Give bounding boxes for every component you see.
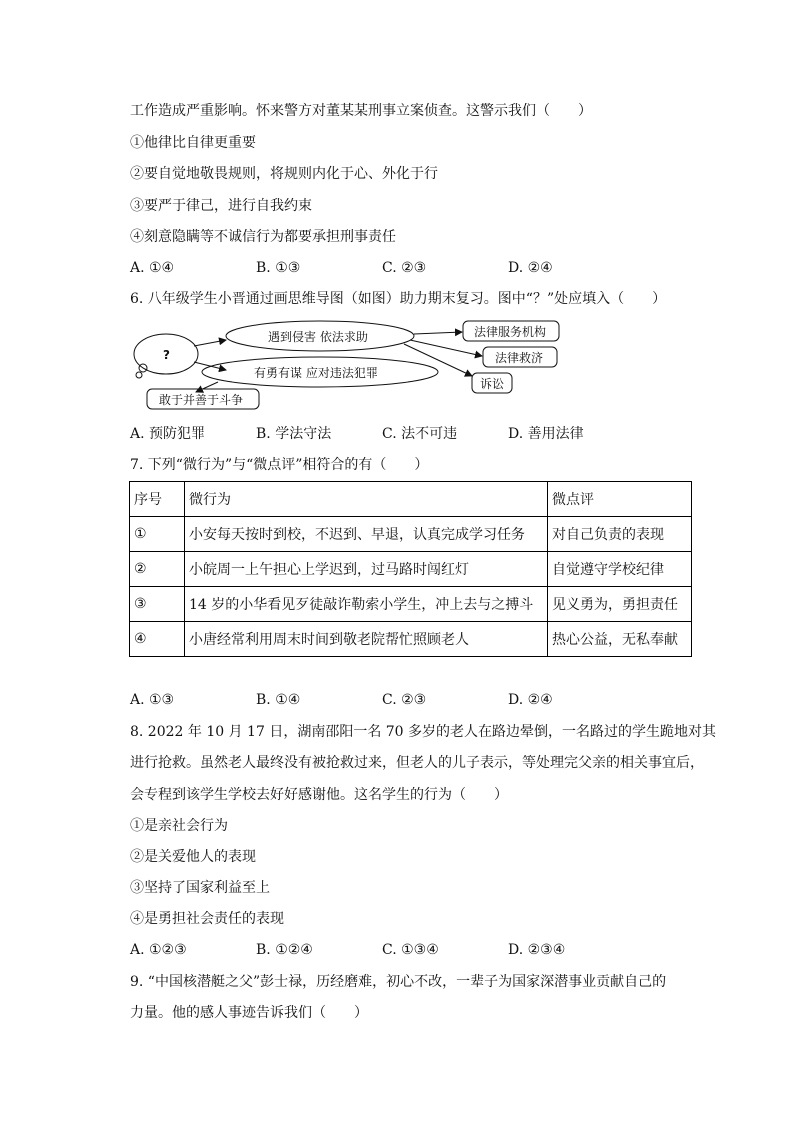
q9-stem-line-1: 9. “中国核潜艇之父”彭士禄，历经磨难，初心不改，一辈子为国家深潜事业贡献自己的 (130, 974, 667, 990)
q7-option-d[interactable]: D. ②④ (508, 692, 553, 708)
table-cell: 热心公益，无私奉献 (548, 622, 692, 657)
q8-item-4: ④是勇担社会责任的表现 (130, 911, 284, 927)
table-cell: ④ (130, 622, 185, 657)
q8-item-2: ②是关爱他人的表现 (130, 849, 256, 865)
mindmap-leaf-legal-relief-label: 法律救济 (495, 351, 544, 365)
table-row (130, 622, 692, 657)
q7-option-a[interactable]: A. ①③ (130, 692, 175, 708)
q5-item-4: ④刻意隐瞒等不诚信行为都要承担刑事责任 (130, 229, 396, 245)
table-header-cell: 微点评 (548, 482, 692, 517)
q8-stem-line-1: 8. 2022 年 10 月 17 日，湖南邵阳一名 70 多岁的老人在路边晕倒，一名路过的学生跪地对其 (130, 724, 717, 740)
q8-item-1: ①是亲社会行为 (130, 818, 228, 834)
q5-option-b[interactable]: B. ①③ (256, 260, 301, 276)
q9-stem-line-2: 力量。他的感人事迹告诉我们（ ） (130, 1005, 368, 1021)
table-cell: 小唐经常利用周末时间到敬老院帮忙照顾老人 (185, 622, 548, 657)
q6-option-d[interactable]: D. 善用法律 (508, 426, 584, 442)
q7-stem: 7. 下列“微行为”与“微点评”相符合的有（ ） (130, 457, 429, 473)
q8-option-a[interactable]: A. ①②③ (130, 942, 187, 958)
q5-item-1: ①他律比自律更重要 (130, 135, 256, 151)
mindmap-branch2-label: 有勇有谋 应对违法犯罪 (254, 366, 378, 380)
mindmap-branch1-label: 遇到侵害 依法求助 (268, 330, 368, 344)
table-cell: ① (130, 517, 185, 552)
q6-options (130, 424, 690, 444)
mindmap-leaf-fight-label: 敢于并善于斗争 (159, 393, 244, 407)
q5-option-d[interactable]: D. ②④ (508, 260, 553, 276)
q8-stem-line-2: 进行抢救。虽然老人最终没有被抢救过来，但老人的儿子表示，等处理完父亲的相关事宜后， (130, 755, 704, 771)
table-cell: 对自己负责的表现 (548, 517, 692, 552)
table-cell: 自觉遵守学校纪律 (548, 552, 692, 587)
table-cell: 见义勇为，勇担责任 (548, 587, 692, 622)
table-cell: 14 岁的小华看见歹徒敲诈勒索小学生，冲上去与之搏斗 (185, 587, 548, 622)
table-row (130, 587, 692, 622)
arrow-to-leaf1 (414, 332, 462, 334)
q7-options (130, 690, 690, 710)
q5-item-2: ②要自觉地敬畏规则，将规则内化于心、外化于行 (130, 166, 438, 182)
arrow-to-fight (196, 382, 218, 392)
arrow-to-leaf2 (410, 340, 482, 356)
q5-item-3: ③要严于律己，进行自我约束 (130, 198, 312, 214)
arrow-to-branch1 (194, 340, 226, 346)
table-header-cell: 微行为 (185, 482, 548, 517)
q5-option-c[interactable]: C. ②③ (382, 260, 427, 276)
mindmap-leaf-litigation-label: 诉讼 (480, 377, 505, 391)
q7-option-c[interactable]: C. ②③ (382, 692, 427, 708)
q6-option-c[interactable]: C. 法不可违 (382, 426, 458, 442)
mindmap-leaf-legal-service-label: 法律服务机构 (474, 325, 547, 339)
bubble-dot-small (136, 372, 142, 378)
table-cell: 小皖周一上午担心上学迟到，过马路时闯红灯 (185, 552, 548, 587)
q8-item-3: ③坚持了国家利益至上 (130, 880, 270, 896)
q7-option-b[interactable]: B. ①④ (256, 692, 301, 708)
q8-options (130, 940, 690, 960)
q7-table (129, 481, 692, 657)
q8-stem-line-3: 会专程到该学生学校去好好感谢他。这名学生的行为（ ） (130, 787, 508, 803)
table-header-row (130, 482, 692, 517)
table-row (130, 517, 692, 552)
table-cell: 小安每天按时到校，不迟到、早退，认真完成学习任务 (185, 517, 548, 552)
q6-option-b[interactable]: B. 学法守法 (256, 426, 332, 442)
q8-option-b[interactable]: B. ①②④ (256, 942, 313, 958)
q5-stem-end: 工作造成严重影响。怀来警方对董某某刑事立案侦查。这警示我们（ ） (130, 103, 592, 119)
q8-option-d[interactable]: D. ②③④ (508, 942, 566, 958)
mindmap-center-label: ? (163, 348, 170, 362)
q8-option-c[interactable]: C. ①③④ (382, 942, 439, 958)
table-cell: ③ (130, 587, 185, 622)
table-row (130, 552, 692, 587)
q6-option-a[interactable]: A. 预防犯罪 (130, 426, 206, 442)
q6-stem: 6. 八年级学生小晋通过画思维导图（如图）助力期末复习。图中“？”处应填入（ ） (130, 291, 667, 307)
table-cell: ② (130, 552, 185, 587)
table-header-cell: 序号 (130, 482, 185, 517)
q5-option-a[interactable]: A. ①④ (130, 260, 175, 276)
